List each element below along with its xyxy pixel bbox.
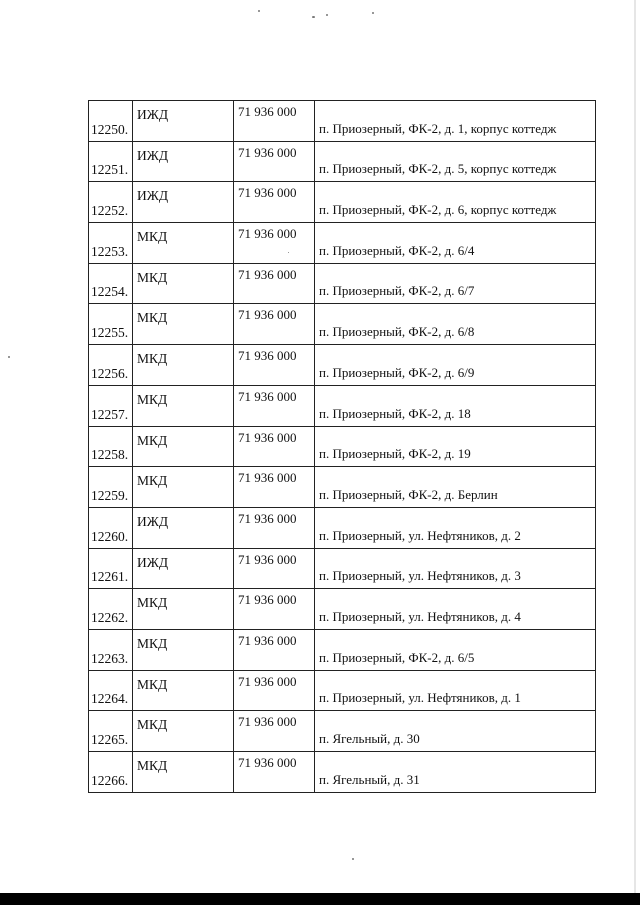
table-cell-oktmo-code [234, 141, 315, 182]
building-type-text: МКД [137, 717, 168, 733]
table-cell-row-number [89, 182, 133, 223]
table-cell-row-number [89, 426, 133, 467]
address-text: п. Ягельный, д. 30 [319, 731, 420, 746]
table-cell-row-number [89, 345, 133, 386]
row-number-text: 12266. [91, 772, 129, 788]
table-cell-row-number [89, 223, 133, 264]
oktmo-code-text: 71 936 000 [238, 714, 297, 730]
row-number-text: 12256. [91, 365, 129, 381]
table-cell-building-type [133, 101, 234, 142]
table-cell-building-type [133, 711, 234, 752]
table-cell-row-number [89, 711, 133, 752]
table-cell-building-type [133, 223, 234, 264]
table-row [89, 345, 596, 386]
oktmo-code-text: 71 936 000 [238, 266, 297, 282]
building-type-text: МКД [137, 351, 168, 367]
address-text: п. Приозерный, ФК-2, д. 18 [319, 405, 471, 421]
table-row [89, 629, 596, 670]
building-type-text: МКД [137, 269, 168, 285]
table-row [89, 711, 596, 752]
address-text: п. Приозерный, ФК-2, д. 6/4 [319, 242, 475, 258]
table-cell-oktmo-code [234, 304, 315, 345]
table-row [89, 426, 596, 467]
table-cell-address [315, 589, 596, 630]
table-cell-building-type [133, 182, 234, 223]
address-text: п. Приозерный, ФК-2, д. 6/8 [319, 324, 475, 340]
building-type-text: МКД [137, 391, 168, 407]
address-text: п. Приозерный, ул. Нефтяников, д. 2 [319, 527, 521, 543]
row-number-text: 12251. [91, 162, 129, 178]
oktmo-code-text: 71 936 000 [238, 144, 297, 160]
table-cell-building-type [133, 385, 234, 426]
oktmo-code-text: 71 936 000 [238, 348, 297, 364]
scan-speck [312, 16, 315, 18]
table-cell-building-type [133, 629, 234, 670]
row-number-text: 12254. [91, 284, 129, 300]
table-row [89, 752, 596, 793]
row-number-text: 12250. [91, 121, 129, 137]
row-number-text: 12257. [91, 406, 129, 422]
row-number-text: 12261. [91, 569, 129, 585]
row-number-text: 12252. [91, 203, 129, 219]
table-row [89, 548, 596, 589]
row-number-text: 12262. [91, 609, 129, 625]
table-row [89, 589, 596, 630]
registry-table-body [89, 101, 596, 793]
table-cell-building-type [133, 263, 234, 304]
table-cell-oktmo-code [234, 711, 315, 752]
building-type-text: МКД [137, 310, 168, 326]
address-text: п. Приозерный, ФК-2, д. 6, корпус коттедж [319, 202, 557, 218]
row-number-text: 12265. [91, 732, 129, 747]
oktmo-code-text: 71 936 000 [238, 673, 297, 689]
table-cell-building-type [133, 507, 234, 548]
table-cell-address [315, 426, 596, 467]
table-row [89, 467, 596, 508]
table-cell-address [315, 101, 596, 142]
address-text: п. Приозерный, ФК-2, д. Берлин [319, 486, 498, 502]
address-text: п. Приозерный, ФК-2, д. 1, корпус коттедж [319, 120, 557, 136]
address-text: п. Приозерный, ФК-2, д. 19 [319, 446, 471, 462]
building-type-text: МКД [137, 432, 168, 448]
row-number-text: 12258. [91, 447, 129, 463]
table-cell-building-type [133, 304, 234, 345]
oktmo-code-text: 71 936 000 [238, 388, 297, 404]
table-cell-oktmo-code [234, 182, 315, 223]
row-number-text: 12253. [91, 243, 129, 259]
table-cell-building-type [133, 426, 234, 467]
table-row [89, 223, 596, 264]
address-text: п. Приозерный, ул. Нефтяников, д. 1 [319, 690, 521, 706]
address-text: п. Приозерный, ФК-2, д. 6/5 [319, 649, 475, 665]
building-type-text: МКД [137, 676, 168, 692]
table-row [89, 101, 596, 142]
table-cell-oktmo-code [234, 426, 315, 467]
building-type-text: ИЖД [137, 554, 169, 570]
table-cell-oktmo-code [234, 507, 315, 548]
table-row [89, 304, 596, 345]
row-number-text: 12255. [91, 325, 129, 341]
table-cell-address [315, 263, 596, 304]
registry-table [88, 100, 596, 793]
table-cell-oktmo-code [234, 263, 315, 304]
table-cell-address [315, 752, 596, 793]
building-type-text: МКД [137, 758, 168, 773]
table-row [89, 263, 596, 304]
table-cell-oktmo-code [234, 629, 315, 670]
table-cell-row-number [89, 304, 133, 345]
table-cell-address [315, 548, 596, 589]
row-number-text: 12259. [91, 487, 129, 503]
address-text: п. Приозерный, ФК-2, д. 6/7 [319, 283, 475, 299]
table-cell-address [315, 141, 596, 182]
oktmo-code-text: 71 936 000 [238, 104, 297, 119]
table-row [89, 670, 596, 711]
table-cell-row-number [89, 670, 133, 711]
address-text: п. Приозерный, ул. Нефтяников, д. 4 [319, 608, 521, 624]
row-number-text: 12263. [91, 650, 129, 666]
oktmo-code-text: 71 936 000 [238, 551, 297, 567]
scan-speck [372, 12, 374, 14]
oktmo-code-text: 71 936 000 [238, 510, 297, 526]
table-row [89, 182, 596, 223]
table-row [89, 385, 596, 426]
table-cell-building-type [133, 752, 234, 793]
building-type-text: МКД [137, 635, 168, 651]
table-cell-address [315, 385, 596, 426]
oktmo-code-text: 71 936 000 [238, 755, 297, 770]
table-cell-row-number [89, 589, 133, 630]
address-text: п. Приозерный, ФК-2, д. 5, корпус коттедж [319, 161, 557, 177]
scan-edge-shadow [634, 0, 636, 905]
oktmo-code-text: 71 936 000 [238, 226, 297, 242]
table-cell-row-number [89, 752, 133, 793]
table-cell-oktmo-code [234, 670, 315, 711]
table-cell-oktmo-code [234, 101, 315, 142]
row-number-text: 12264. [91, 691, 129, 707]
table-cell-oktmo-code [234, 548, 315, 589]
table-cell-building-type [133, 548, 234, 589]
building-type-text: ИЖД [137, 513, 169, 529]
table-cell-row-number [89, 629, 133, 670]
table-cell-building-type [133, 467, 234, 508]
table-cell-address [315, 507, 596, 548]
building-type-text: ИЖД [137, 107, 169, 122]
oktmo-code-text: 71 936 000 [238, 470, 297, 486]
scan-speck [352, 858, 354, 860]
table-cell-oktmo-code [234, 467, 315, 508]
address-text: п. Ягельный, д. 31 [319, 771, 420, 787]
address-text: п. Приозерный, ФК-2, д. 6/9 [319, 364, 475, 380]
table-cell-address [315, 670, 596, 711]
table-cell-row-number [89, 548, 133, 589]
building-type-text: МКД [137, 229, 168, 245]
building-type-text: ИЖД [137, 147, 169, 163]
table-cell-building-type [133, 670, 234, 711]
scan-speck [8, 356, 10, 358]
table-cell-building-type [133, 589, 234, 630]
table-cell-address [315, 304, 596, 345]
oktmo-code-text: 71 936 000 [238, 429, 297, 445]
table-cell-address [315, 467, 596, 508]
table-cell-building-type [133, 141, 234, 182]
table-cell-address [315, 182, 596, 223]
table-cell-address [315, 629, 596, 670]
scan-bottom-border [0, 893, 640, 905]
building-type-text: ИЖД [137, 188, 169, 204]
table-cell-address [315, 223, 596, 264]
oktmo-code-text: 71 936 000 [238, 307, 297, 323]
building-type-text: МКД [137, 473, 168, 489]
table-cell-row-number [89, 101, 133, 142]
table-row [89, 507, 596, 548]
address-text: п. Приозерный, ул. Нефтяников, д. 3 [319, 568, 521, 584]
table-cell-address [315, 345, 596, 386]
table-cell-row-number [89, 263, 133, 304]
table-cell-address [315, 711, 596, 752]
row-number-text: 12260. [91, 528, 129, 544]
table-row [89, 141, 596, 182]
table-cell-oktmo-code [234, 752, 315, 793]
table-cell-row-number [89, 507, 133, 548]
table-cell-row-number [89, 385, 133, 426]
table-cell-oktmo-code [234, 223, 315, 264]
scan-speck [326, 14, 328, 16]
building-type-text: МКД [137, 595, 168, 611]
oktmo-code-text: 71 936 000 [238, 185, 297, 201]
oktmo-code-text: 71 936 000 [238, 632, 297, 648]
oktmo-code-text: 71 936 000 [238, 592, 297, 608]
table-cell-building-type [133, 345, 234, 386]
table-cell-row-number [89, 467, 133, 508]
table-cell-oktmo-code [234, 345, 315, 386]
table-cell-row-number [89, 141, 133, 182]
scan-speck [258, 10, 260, 12]
table-cell-oktmo-code [234, 385, 315, 426]
table-cell-oktmo-code [234, 589, 315, 630]
